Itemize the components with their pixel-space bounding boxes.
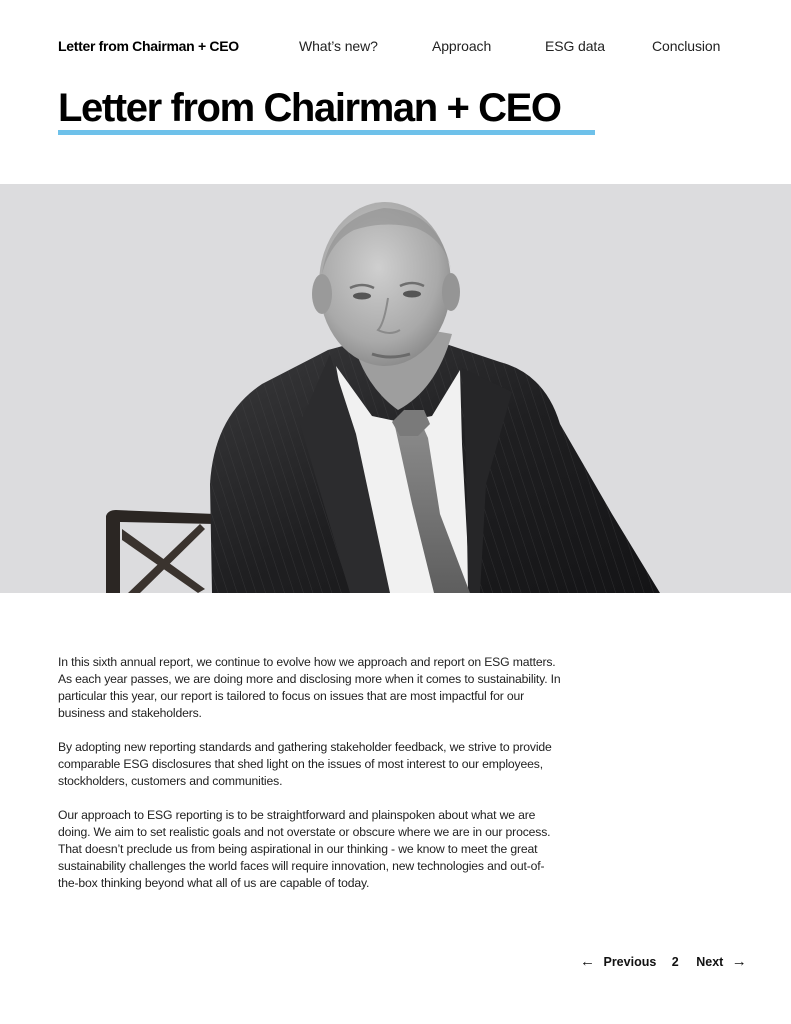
nav-item-conclusion[interactable]: Conclusion: [652, 38, 721, 54]
top-navigation: [58, 38, 738, 58]
nav-item-whats-new[interactable]: What’s new?: [299, 38, 378, 54]
portrait-illustration: [0, 184, 791, 593]
portrait-photo: [0, 184, 791, 593]
nav-item-approach[interactable]: Approach: [432, 38, 492, 54]
headline-block: [58, 84, 595, 135]
paragraph-1: In this sixth annual report, we continue to evolve how we approach and report on ESG matters. As each year passes, we are doing more and disclosing more when it comes to sustainability. In particular this year, our report is tailored to focus on issues that are most impactful for our business and stakeholders.: [58, 655, 561, 720]
chair-shape: [106, 510, 215, 593]
next-button[interactable]: [696, 953, 747, 970]
arrow-left-icon: ←: [580, 953, 595, 970]
next-label: Next: [696, 954, 724, 969]
nav-item-letter[interactable]: Letter from Chairman + CEO: [58, 38, 239, 54]
previous-label: Previous: [603, 954, 657, 969]
paragraph-3: Our approach to ESG reporting is to be straightforward and plainspoken about what we are doing. We aim to set realistic goals and not overstate or obscure where we are in our process. That doesn’t preclude us from being aspirational in our thinking - we know to meet the great sustainability challenges the world faces will require innovation, new technologies and out-of-the-box thinking beyond what all of us are capable of today.: [58, 808, 551, 890]
page-title: Letter from Chairman + CEO: [58, 86, 561, 130]
previous-button[interactable]: [580, 953, 656, 970]
nav-item-esg-data[interactable]: ESG data: [545, 38, 605, 54]
letter-body: [58, 654, 563, 909]
page-number: 2: [671, 954, 679, 969]
arrow-right-icon: →: [731, 953, 747, 970]
paragraph-2: By adopting new reporting standards and gathering stakeholder feedback, we strive to provide comparable ESG disclosures that shed light on the issues of most interest to our employees, stockholders, customers and communities.: [58, 740, 552, 788]
pagination: [580, 953, 747, 971]
